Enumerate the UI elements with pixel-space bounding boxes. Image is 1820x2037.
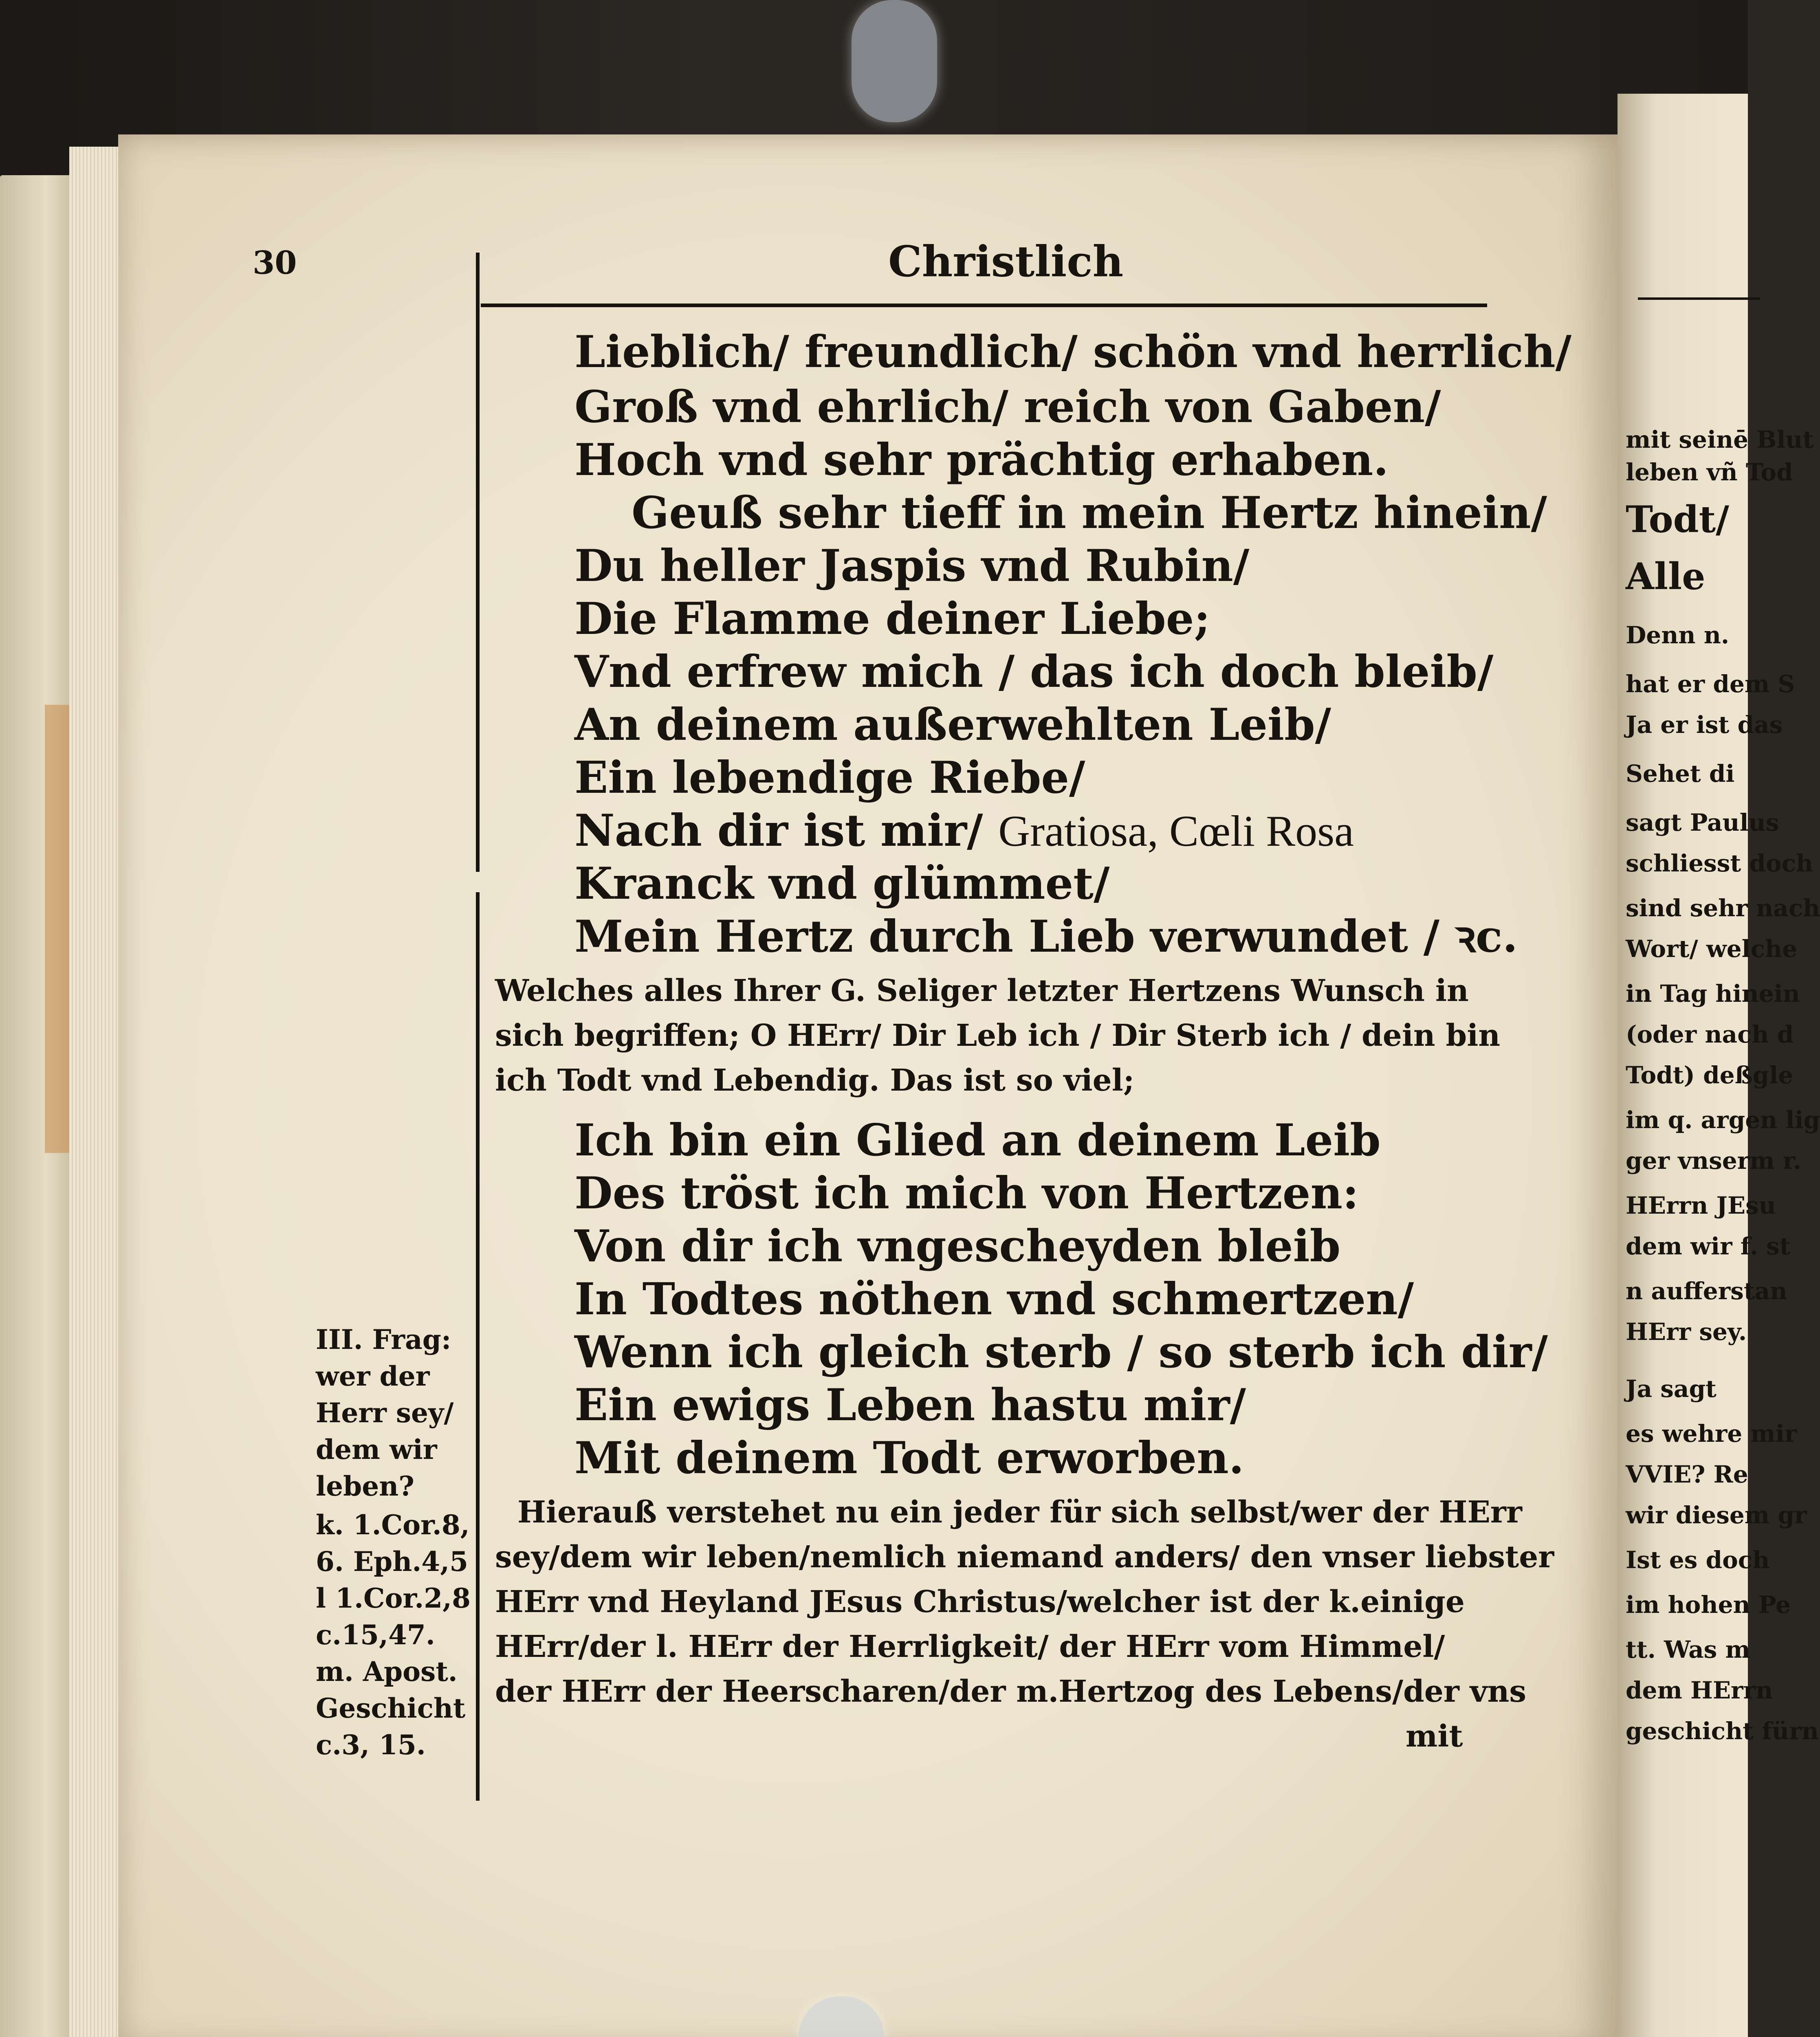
right-page-line: Todt) deßgle [1626,1061,1794,1089]
right-page-line: sind sehr nach [1626,894,1820,922]
right-page-line: im hohen Pe [1626,1591,1791,1619]
verse-text: Nach dir ist mir/ [574,805,999,856]
head-rule [481,304,1487,307]
page-stack-edges [69,147,126,2037]
margin-note: l 1.Cor.2,8 [316,1582,471,1614]
verse-line: Hoch vnd sehr prächtig erhaben. [574,434,1389,486]
right-page-line: Sehet di [1626,760,1735,788]
margin-note: wer der [316,1360,430,1392]
prose-line: der HErr der Heerscharen/der m.Hertzog des Lebens/der vns [495,1674,1527,1709]
right-page-line: n aufferstan [1626,1277,1787,1305]
right-page-line: dem HErrn [1626,1676,1773,1704]
verse-line: In Todtes nöthen vnd schmertzen/ [574,1274,1414,1325]
right-page-line: es wehre mir [1626,1420,1797,1447]
prose-line: ich Todt vnd Lebendig. Das ist so viel; [495,1063,1135,1098]
prose-line: HErr vnd Heyland JEsus Christus/welcher ist der k.einige [495,1584,1465,1619]
right-page-line: tt. Was m [1626,1636,1750,1663]
verse-line: Groß vnd ehrlich/ reich von Gaben/ [574,381,1441,433]
margin-rule-bottom [476,892,480,1801]
verse-line: Von dir ich vngescheyden bleib [574,1221,1341,1272]
margin-note: 6. Eph.4,5 [316,1546,469,1577]
margin-note: III. Frag: [316,1324,451,1355]
margin-note: k. 1.Cor.8, [316,1509,470,1541]
right-page-line: geschicht fürn [1626,1717,1819,1745]
page-number: 30 [253,244,297,282]
margin-note: m. Apost. [316,1656,458,1687]
verse-line: Vnd erfrew mich / das ich doch bleib/ [574,646,1494,697]
prose-line: Hierauß verstehet nu ein jeder für sich selbst/wer der HErr [517,1495,1522,1530]
right-page-line: Ja er ist das [1626,711,1783,739]
margin-note: Geschicht [316,1692,466,1724]
verse-line: Die Flamme deiner Liebe; [574,593,1210,645]
verse-line: Wenn ich gleich sterb / so sterb ich dir/ [574,1326,1548,1378]
prose-line: HErr/der l. HErr der Herrligkeit/ der HErr vom Himmel/ [495,1629,1445,1664]
right-page-line: schliesst doch [1626,849,1813,877]
margin-note: c.15,47. [316,1619,435,1651]
margin-rule-top [476,253,480,872]
right-page-line: wir diesem gr [1626,1501,1807,1529]
catchword: mit [1406,1719,1463,1754]
right-page-line: Ja sagt [1626,1375,1717,1403]
right-page-line: leben vñ Tod [1626,458,1793,486]
running-head: Christlich [888,236,1124,286]
right-page-line: im q. argen lig [1626,1106,1820,1134]
right-page-head-rule [1638,297,1760,300]
right-page-line: VVIE? Re [1626,1461,1748,1488]
verse-line: Des tröst ich mich von Hertzen: [574,1168,1359,1219]
prose-line: Welches alles Ihrer G. Seliger letzter Hertzens Wunsch in [495,973,1469,1008]
verse-line: Ein ewigs Leben hastu mir/ [574,1379,1246,1431]
prose-line: sich begriffen; O HErr/ Dir Leb ich / Dir Sterb ich / dein bin [495,1018,1501,1053]
right-page-line: Todt/ [1626,498,1730,541]
verse-line: An deinem außerwehlten Leib/ [574,699,1331,750]
margin-note: leben? [316,1470,414,1502]
verse-line: Ein lebendige Riebe/ [574,752,1085,803]
margin-note: dem wir [316,1434,437,1465]
latin-phrase: Gratiosa, Cœli Rosa [998,807,1354,856]
verse-line: Lieblich/ freundlich/ schön vnd herrlich/ [574,326,1572,378]
right-facing-page [1618,94,1820,2037]
right-page-line: HErrn JEsu [1626,1192,1776,1219]
margin-note: c.3, 15. [316,1729,426,1761]
prose-line: sey/dem wir leben/nemlich niemand anders/ den vnser liebster [495,1540,1554,1575]
right-page-line: mit seinē Blut [1626,426,1814,453]
right-page-line: sagt Paulus [1626,809,1779,836]
verse-line: Geuß sehr tieff in mein Hertz hinein/ [632,487,1547,539]
right-page-line: ger vnserm r. [1626,1147,1802,1175]
verse-line: Du heller Jaspis vnd Rubin/ [574,540,1250,592]
right-page-line: (oder nach d [1626,1021,1794,1048]
verse-line-latin [574,805,1354,856]
verse-line: Mein Hertz durch Lieb verwundet / ꝛc. [574,911,1518,962]
verse-line: Ich bin ein Glied an deinem Leib [574,1115,1381,1166]
right-page-line: Alle [1626,555,1706,598]
verse-line: Kranck vnd glümmet/ [574,858,1110,909]
right-page-line: dem wir f. st [1626,1232,1791,1260]
right-page-line: in Tag hinein [1626,980,1800,1008]
spine-stain [45,705,69,1153]
verse-line: Mit deinem Todt erworben. [574,1432,1244,1484]
right-page-line: Denn n. [1626,621,1730,649]
page-holder-clip-top [852,0,937,122]
margin-note: Herr sey/ [316,1397,454,1429]
right-page-line: Ist es doch [1626,1546,1770,1574]
right-page-line: Wort/ welche [1626,935,1798,963]
right-page-line: HErr sey. [1626,1318,1747,1346]
right-page-line: hat er dem S [1626,670,1795,698]
